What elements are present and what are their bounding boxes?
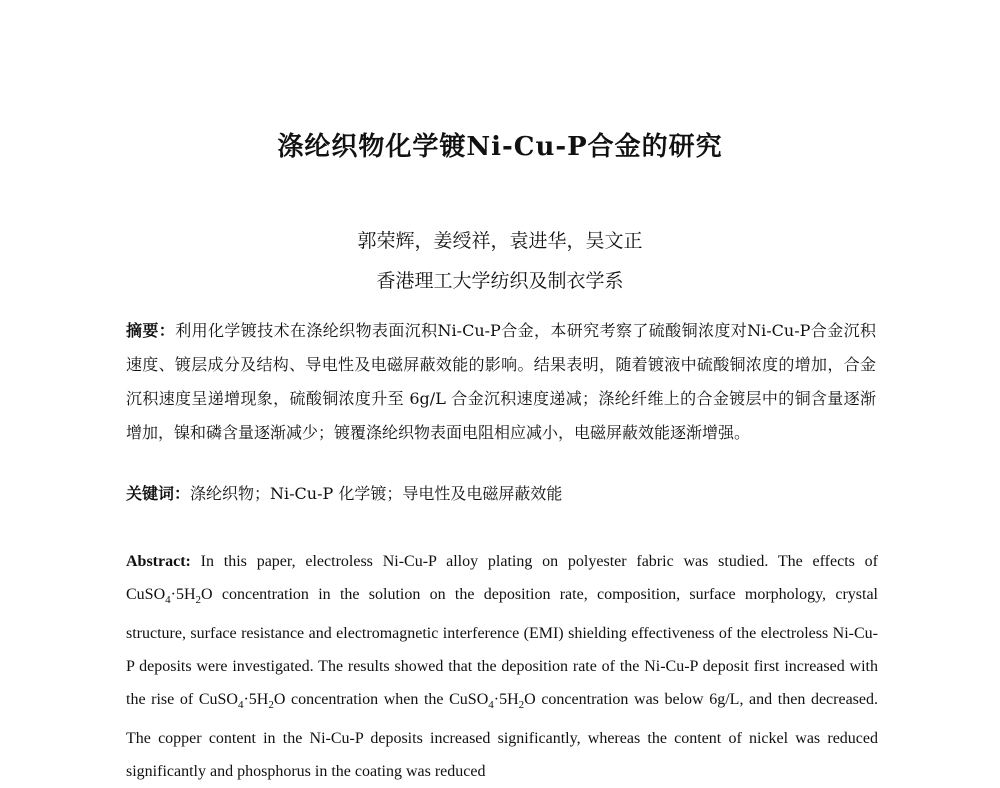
author-list: 郭荣辉，姜绶祥，袁进华，吴文正 xyxy=(357,230,643,252)
chinese-abstract xyxy=(126,314,876,450)
english-abstract-seg3: O concentration when the CuSO xyxy=(273,691,489,709)
formula-sub-4: 4 xyxy=(165,594,171,607)
english-abstract-seg2: O concentration in the solution on the deposition rate, composition, surface morphology, crystal structure, surface resistance and electromagnetic interference (EMI) shielding effectiveness of the electroless Ni-Cu-P deposits were investigated. The results showed that the deposition rate of the Ni-Cu-P deposit first increased with the rise of CuSO xyxy=(126,586,878,709)
formula-sub-2: 2 xyxy=(518,699,525,712)
formula-sub-2: 2 xyxy=(268,699,274,712)
formula-sub-4: 4 xyxy=(488,699,494,712)
keywords-text: 涤纶织物；Ni-Cu-P 化学镀；导电性及电磁屏蔽效能 xyxy=(190,484,563,503)
english-abstract-seg1: In this paper, electroless Ni-Cu-P alloy plating on polyester fabric was studied. The effects of CuSO xyxy=(126,553,878,603)
keywords-label: 关键词： xyxy=(126,484,191,503)
english-abstract xyxy=(126,545,878,788)
english-abstract-label: Abstract: xyxy=(126,553,191,570)
chinese-abstract-text: 利用化学镀技术在涤纶织物表面沉积Ni-Cu-P合金，本研究考察了硫酸铜浓度对Ni-Cu-P合金沉积速度、镀层成分及结构、导电性及电磁屏蔽效能的影响。结果表明，随着镀液中硫酸铜浓度的增加，合金沉积速度呈递增现象，硫酸铜浓度升至 6g/L 合金沉积速度递减；涤纶纤维上的合金镀层中的铜含量逐渐增加，镍和磷含量逐渐减少；镀覆涤纶织物表面电阻相应减小，电磁屏蔽效能逐渐增强。 xyxy=(126,321,876,442)
formula-mid: ·5H xyxy=(243,691,269,709)
formula-mid: ·5H xyxy=(493,691,519,709)
formula-sub-4: 4 xyxy=(237,699,244,712)
affiliation: 香港理工大学纺织及制衣学系 xyxy=(376,270,624,292)
formula-sub-2: 2 xyxy=(195,594,202,607)
paper-title: 涤纶织物化学镀Ni-Cu-P合金的研究 xyxy=(277,132,723,162)
chinese-abstract-label: 摘要： xyxy=(126,321,176,340)
formula-mid: ·5H xyxy=(170,586,196,603)
english-abstract-seg4: O concentration was below 6g/L, and then decreased. The copper content in the Ni-Cu-P deposits increased significantly, whereas the content of nickel was reduced significantly and phosphorus in the coating was reduced xyxy=(126,691,879,781)
keywords xyxy=(126,479,876,509)
